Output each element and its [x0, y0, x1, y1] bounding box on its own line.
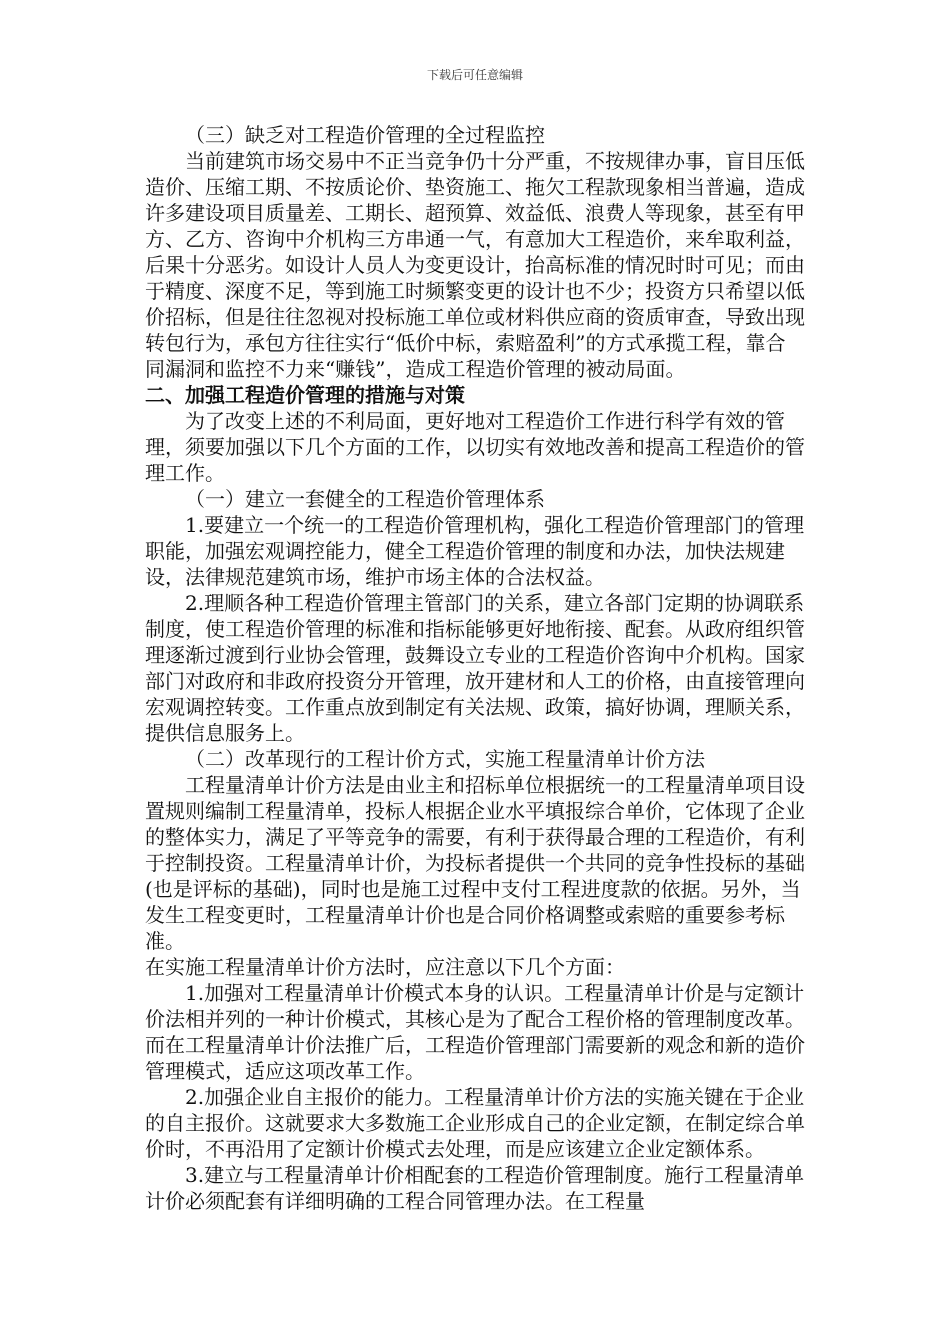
paragraph: 为了改变上述的不利局面，更好地对工程造价工作进行科学有效的管理，须要加强以下几个方面的工作，以切实有效地改善和提高工程造价的管理工作。 — [145, 409, 805, 485]
paragraph: 1.加强对工程量清单计价模式本身的认识。工程量清单计价是与定额计价法相并列的一种计价模式，其核心是为了配合工程价格的管理制度改革。而在工程量清单计价法推广后，工程造价管理部门需要新的观念和新的造价管理模式，适应这项改革工作。 — [145, 981, 805, 1083]
paragraph: 在实施工程量清单计价方法时，应注意以下几个方面： — [145, 955, 625, 979]
paragraph: 3.建立与工程量清单计价相配套的工程造价管理制度。施行工程量清单计价必须配套有详细明确的工程合同管理办法。在工程量 — [145, 1163, 805, 1213]
paragraph: 1.要建立一个统一的工程造价管理机构，强化工程造价管理部门的管理职能，加强宏观调控能力，健全工程造价管理的制度和办法，加快法规建设，法律规范建筑市场，维护市场主体的合法权益。 — [145, 513, 805, 589]
section-heading-1: （一）建立一套健全的工程造价管理体系 — [185, 487, 545, 511]
paragraph: 2.加强企业自主报价的能力。工程量清单计价方法的实施关键在于企业的自主报价。这就要求大多数施工企业形成自己的企业定额，在制定综合单价时，不再沿用了定额计价模式去处理，而是应该建立企业定额体系。 — [145, 1085, 805, 1161]
document-body — [145, 122, 805, 1214]
section-heading-3: （三）缺乏对工程造价管理的全过程监控 — [185, 123, 545, 147]
paragraph: 工程量清单计价方法是由业主和招标单位根据统一的工程量清单项目设置规则编制工程量清单，投标人根据企业水平填报综合单价，它体现了企业的整体实力，满足了平等竞争的需要，有利于获得最合理的工程造价，有利于控制投资。工程量清单计价，为投标者提供一个共同的竞争性投标的基础(也是评标的基础)，同时也是施工过程中支付工程进度款的依据。另外，当发生工程变更时，工程量清单计价也是合同价格调整或索赔的重要参考标准。 — [145, 773, 805, 953]
paragraph: 当前建筑市场交易中不正当竞争仍十分严重，不按规律办事，盲目压低造价、压缩工期、不按质论价、垫资施工、拖欠工程款现象相当普遍，造成许多建设项目质量差、工期长、超预算、效益低、浪费人等现象，甚至有甲方、乙方、咨询中介机构三方串通一气，有意加大工程造价，来牟取利益，后果十分恶劣。如设计人员人为变更设计，抬高标准的情况时时可见；而由于精度、深度不足，等到施工时频繁变更的设计也不少；投资方只希望以低价招标，但是往往忽视对投标施工单位或材料供应商的资质审查，导致出现转包行为，承包方往往实行“低价中标，索赔盈利”的方式承揽工程，靠合同漏洞和监控不力来“赚钱”，造成工程造价管理的被动局面。 — [145, 149, 805, 381]
header-note: 下载后可任意编辑 — [426, 68, 523, 82]
chapter-heading-2: 二、加强工程造价管理的措施与对策 — [145, 383, 465, 407]
section-heading-2: （二）改革现行的工程计价方式，实施工程量清单计价方法 — [185, 747, 705, 771]
paragraph: 2.理顺各种工程造价管理主管部门的关系，建立各部门定期的协调联系制度，使工程造价管理的标准和指标能够更好地衔接、配套。从政府组织管理逐渐过渡到行业协会管理，鼓舞设立专业的工程造价咨询中介机构。国家部门对政府和非政府投资分开管理，放开建材和人工的价格，由直接管理向宏观调控转变。工作重点放到制定有关法规、政策，搞好协调，理顺关系，提供信息服务上。 — [145, 591, 805, 745]
